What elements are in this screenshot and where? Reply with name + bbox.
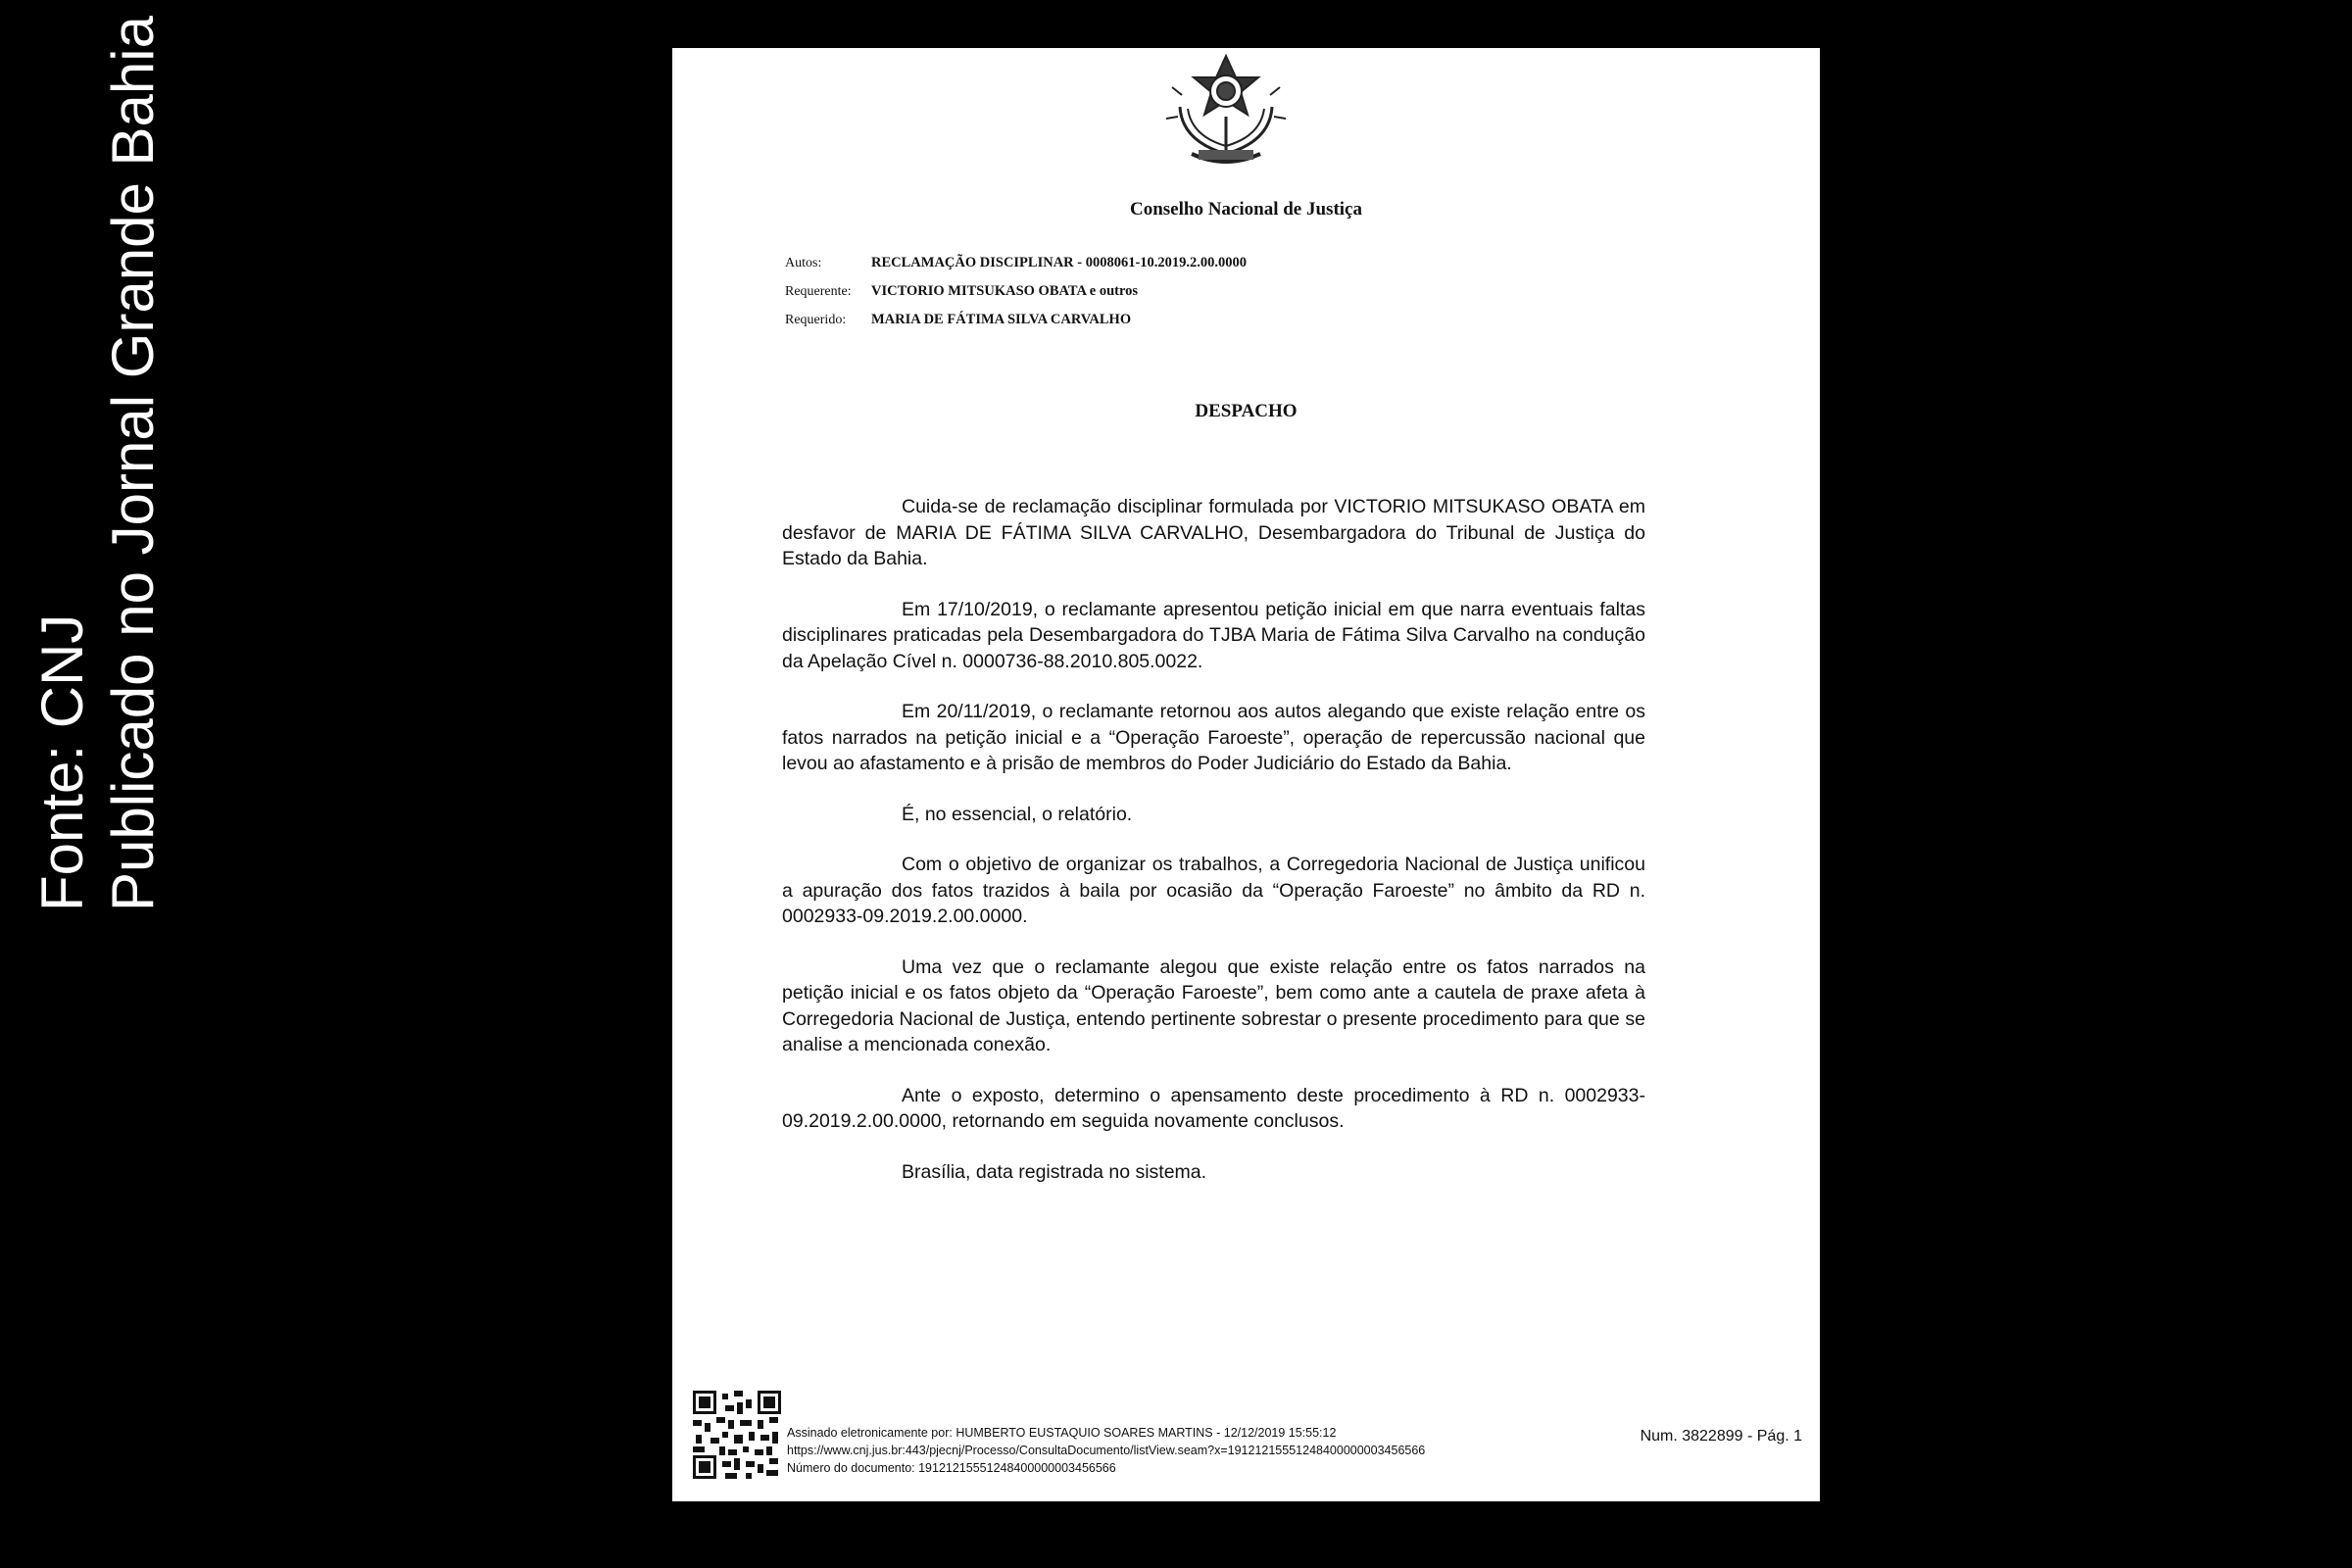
signature-line: Assinado eletronicamente por: HUMBERTO EUSTAQUIO SOARES MARTINS - 12/12/2019 15:55:12 — [787, 1426, 1337, 1440]
requerido-label: Requerido: — [785, 312, 847, 327]
autos-label: Autos: — [785, 255, 822, 270]
organization-name: Conselho Nacional de Justiça — [1130, 199, 1362, 220]
source-caption-line2: Publicado no Jornal Grande Bahia — [100, 16, 166, 911]
paragraph: É, no essencial, o relatório. — [902, 803, 1133, 825]
case-row-autos — [785, 249, 1247, 277]
case-row-requerido — [785, 306, 1247, 334]
coat-of-arms-icon — [1152, 48, 1299, 173]
case-info — [785, 249, 1247, 334]
paragraph: Ante o exposto, determino o apensamento deste procedimento à RD n. 0002933-09.2019.2.00.0000, retornando em seguida novamente conclusos. — [782, 1084, 1645, 1132]
document-body — [782, 494, 1645, 1209]
paragraph: Uma vez que o reclamante alegou que existe relação entre os fatos narrados na petição inicial e os fatos objeto da “Operação Faroeste”, bem como ante a cautela de praxe afeta à Corregedoria Nacional de Justiça, entendo pertinente sobrestar o presente procedimento para que se analise a mencionada conexão. — [782, 956, 1645, 1055]
requerente-label: Requerente: — [785, 283, 852, 299]
document-number: Número do documento: 19121215551248400000003456566 — [787, 1461, 1116, 1475]
paragraph: Cuida-se de reclamação disciplinar formulada por VICTORIO MITSUKASO OBATA em desfavor de MARIA DE FÁTIMA SILVA CARVALHO, Desembargadora do Tribunal de Justiça do Estado da Bahia. — [782, 496, 1645, 569]
autos-value: RECLAMAÇÃO DISCIPLINAR - 0008061-10.2019.2.00.0000 — [871, 255, 1248, 270]
requerido-value: MARIA DE FÁTIMA SILVA CARVALHO — [871, 312, 1132, 327]
page-number: Num. 3822899 - Pág. 1 — [1640, 1428, 1802, 1445]
paragraph: Com o objetivo de organizar os trabalhos, a Corregedoria Nacional de Justiça unificou a apuração dos fatos trazidos à baila por ocasião da “Operação Faroeste” no âmbito da RD n. 0002933-09.2019.2.00.0000. — [782, 854, 1645, 927]
paragraph: Brasília, data registrada no sistema. — [902, 1160, 1207, 1183]
requerente-value: VICTORIO MITSUKASO OBATA e outros — [871, 283, 1139, 299]
document-page — [672, 48, 1820, 1501]
document-url: https://www.cnj.jus.br:443/pjecnj/Processo/ConsultaDocumento/listView.seam?x=19121215551248400000003456566 — [787, 1444, 1426, 1457]
document-heading: DESPACHO — [1195, 401, 1298, 421]
signature-block — [787, 1424, 1425, 1477]
paragraph: Em 17/10/2019, o reclamante apresentou petição inicial em que narra eventuais faltas disciplinares praticadas pela Desembargadora do TJBA Maria de Fátima Silva Carvalho na condução da Apelação Cível n. 0000736-88.2010.805.0022. — [782, 598, 1645, 672]
paragraph: Em 20/11/2019, o reclamante retornou aos autos alegando que existe relação entre os fatos narrados na petição inicial e a “Operação Faroeste”, operação de repercussão nacional que levou ao afastamento e à prisão de membros do Poder Judiciário do Estado da Bahia. — [782, 701, 1645, 774]
source-caption-line1: Fonte: CNJ — [29, 613, 95, 911]
case-row-requerente — [785, 277, 1247, 306]
source-caption — [27, 16, 169, 911]
qr-code-icon — [693, 1391, 781, 1479]
